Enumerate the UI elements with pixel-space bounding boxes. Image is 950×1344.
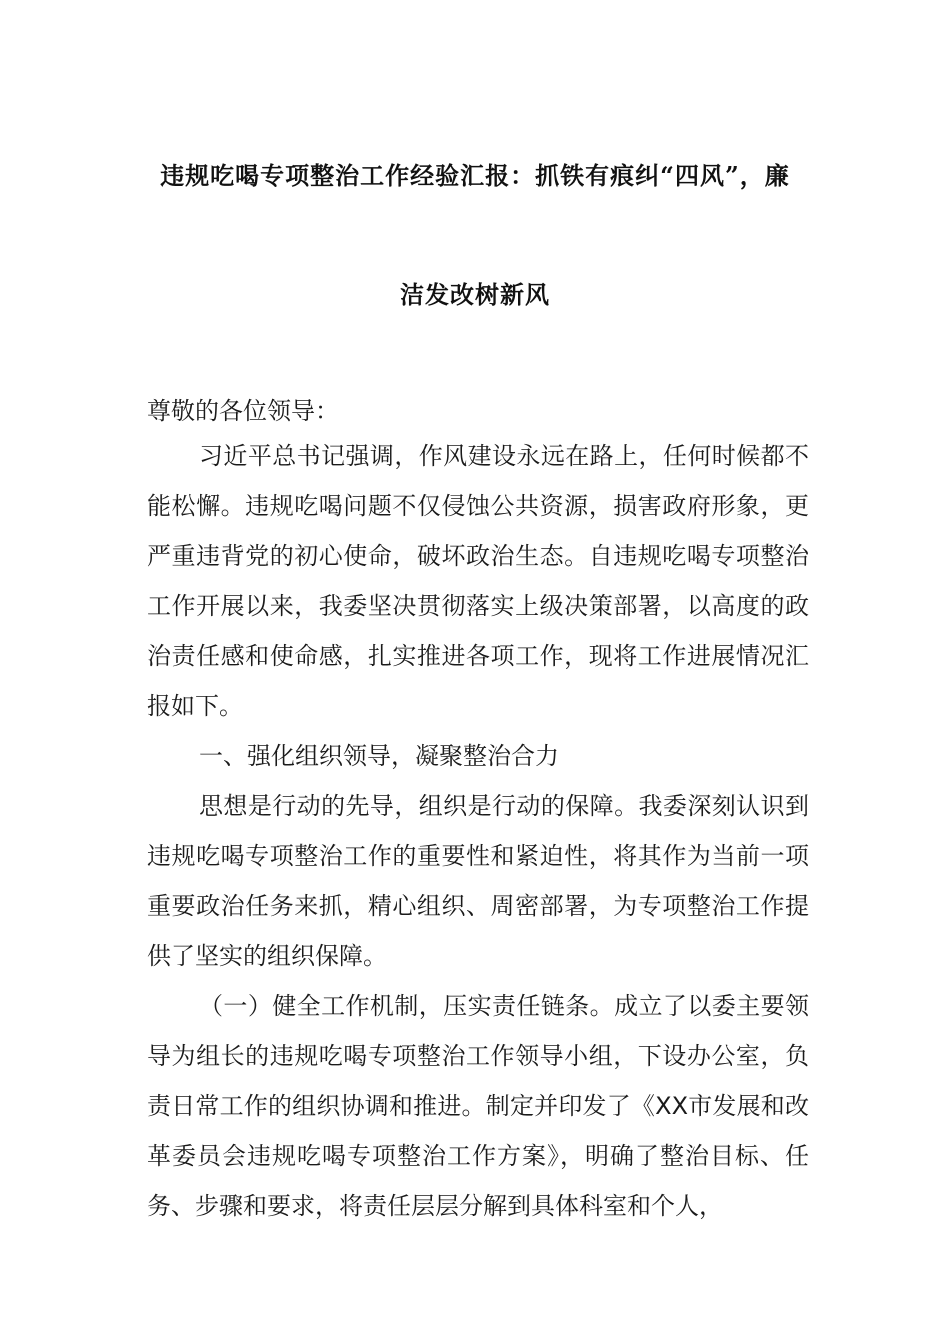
document-title-line-1: 违规吃喝专项整治工作经验汇报：抓铁有痕纠“四风”，廉	[160, 161, 790, 190]
document-body	[147, 431, 809, 1231]
intro-paragraph: 习近平总书记强调，作风建设永远在路上，任何时候都不能松懈。违规吃喝问题不仅侵蚀公共资源，损害政府形象，更严重违背党的初心使命，破坏政治生态。自违规吃喝专项整治工作开展以来，我委坚决贯彻落实上级决策部署，以高度的政治责任感和使命感，扎实推进各项工作，现将工作进展情况汇报如下。	[147, 442, 809, 720]
subsection-1-paragraph: （一）健全工作机制，压实责任链条。成立了以委主要领导为组长的违规吃喝专项整治工作领导小组，下设办公室，负责日常工作的组织协调和推进。制定并印发了《XX市发展和改革委员会违规吃喝专项整治工作方案》，明确了整治目标、任务、步骤和要求，将责任层层分解到具体科室和个人，	[147, 992, 809, 1220]
document-title-line-2: 洁发改树新风	[400, 280, 550, 309]
salutation: 尊敬的各位领导：	[147, 397, 339, 425]
section-heading-1: 一、强化组织领导，凝聚整治合力	[199, 742, 559, 770]
section-1-paragraph: 思想是行动的先导，组织是行动的保障。我委深刻认识到违规吃喝专项整治工作的重要性和紧迫性，将其作为当前一项重要政治任务来抓，精心组织、周密部署，为专项整治工作提供了坚实的组织保障。	[147, 792, 809, 970]
